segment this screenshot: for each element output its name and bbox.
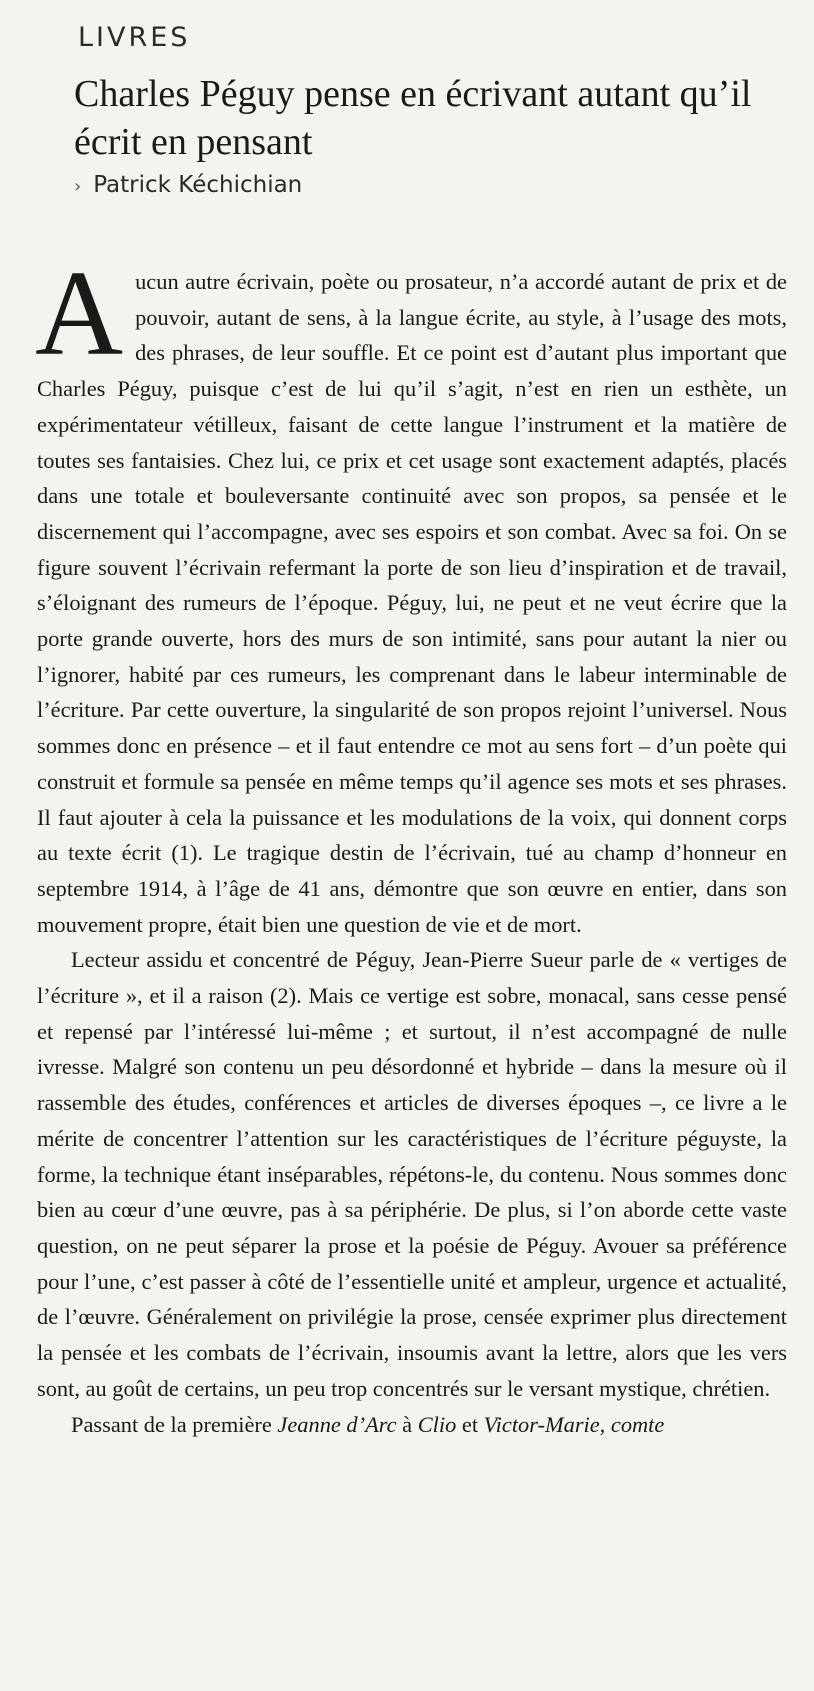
work-title: Jeanne d’Arc bbox=[277, 1411, 397, 1437]
drop-cap: A bbox=[35, 246, 124, 381]
work-title: Victor-Marie, comte bbox=[483, 1411, 665, 1437]
paragraph-3-text: à bbox=[396, 1411, 418, 1437]
byline bbox=[74, 172, 302, 198]
work-title: Clio bbox=[417, 1411, 457, 1437]
paragraph-2: Lecteur assidu et concentré de Péguy, Jean-Pierre Sueur parle de « vertiges de l’écriture », et il a raison (2). Mais ce vertige est sobre, monacal, sans cesse pensé et repensé par l’intéressé lui-même ; et surtout, il n’est accompagné de nulle ivresse. Malgré son contenu un peu désordonné et hybride – dans la mesure où il rassemble des études, conférences et articles de diverses époques –, ce livre a le mérite de concentrer l’attention sur les caractéristiques de l’écriture péguyste, la forme, la technique étant inséparables, répétons-le, du contenu. Nous sommes donc bien au cœur d’une œuvre, pas à sa périphérie. De plus, si l’on aborde cette vaste question, on ne peut séparer la prose et la poésie de Péguy. Avouer sa préférence pour l’une, c’est passer à côté de l’essentielle unité et ampleur, urgence et actualité, de l’œuvre. Généralement on privilégie la prose, censée exprimer plus directement la pensée et les combats de l’écrivain, insoumis avant la lettre, alors que les vers sont, au goût de certains, un peu trop concentrés sur le versant mystique, chrétien. bbox=[37, 947, 787, 1401]
byline-chevron-icon: › bbox=[74, 176, 82, 197]
paragraph-3 bbox=[37, 1407, 787, 1443]
paragraph-3-text: et bbox=[456, 1411, 484, 1437]
article-title: Charles Péguy pense en écrivant autant qu’il écrit en pensant bbox=[74, 73, 752, 163]
paragraph-1 bbox=[35, 246, 787, 942]
section-label: LIVRES bbox=[78, 22, 191, 53]
paragraph-1-text: ucun autre écrivain, poète ou prosateur, n’a accordé autant de prix et de pouvoir, autant de sens, à la langue écrite, au style, à l’usage des mots, des phrases, de leur souffle. Et ce point est d’autant plus important que Charles Péguy, puisque c’est de lui qu’il s’agit, n’est en rien un esthète, un expérimentateur vétilleux, faisant de cette langue l’instrument et la matière de toutes ses fantaisies. Chez lui, ce prix et cet usage sont exactement adaptés, placés dans une totale et bouleversante continuité avec son propos, sa pensée et le discernement qui l’accompagne, avec ses espoirs et son combat. Avec sa foi. On se figure souvent l’écrivain refermant la porte de son lieu d’inspiration et de travail, s’éloignant des rumeurs de l’époque. Péguy, lui, ne peut et ne veut écrire que la porte grande ouverte, hors des murs de son intimité, sans pour autant la nier ou l’ignorer, habité par ces rumeurs, les comprenant dans le labeur interminable de l’écriture. Par cette ouverture, la singularité de son propos rejoint l’universel. Nous sommes donc en présence – et il faut entendre ce mot au sens fort – d’un poète qui construit et formule sa pensée en même temps qu’il agence ses mots et ses phrases. Il faut ajouter à cela la puissance et les modulations de la voix, qui donnent corps au texte écrit (1). Le tragique destin de l’écrivain, tué au champ d’honneur en septembre 1914, à l’âge de 41 ans, démontre que son œuvre en entier, dans son mouvement propre, était bien une question de vie et de mort. bbox=[37, 269, 787, 937]
paragraph-3-text: Passant de la première bbox=[71, 1411, 278, 1437]
author-name: Patrick Kéchichian bbox=[93, 172, 303, 198]
article-body bbox=[35, 246, 787, 1442]
